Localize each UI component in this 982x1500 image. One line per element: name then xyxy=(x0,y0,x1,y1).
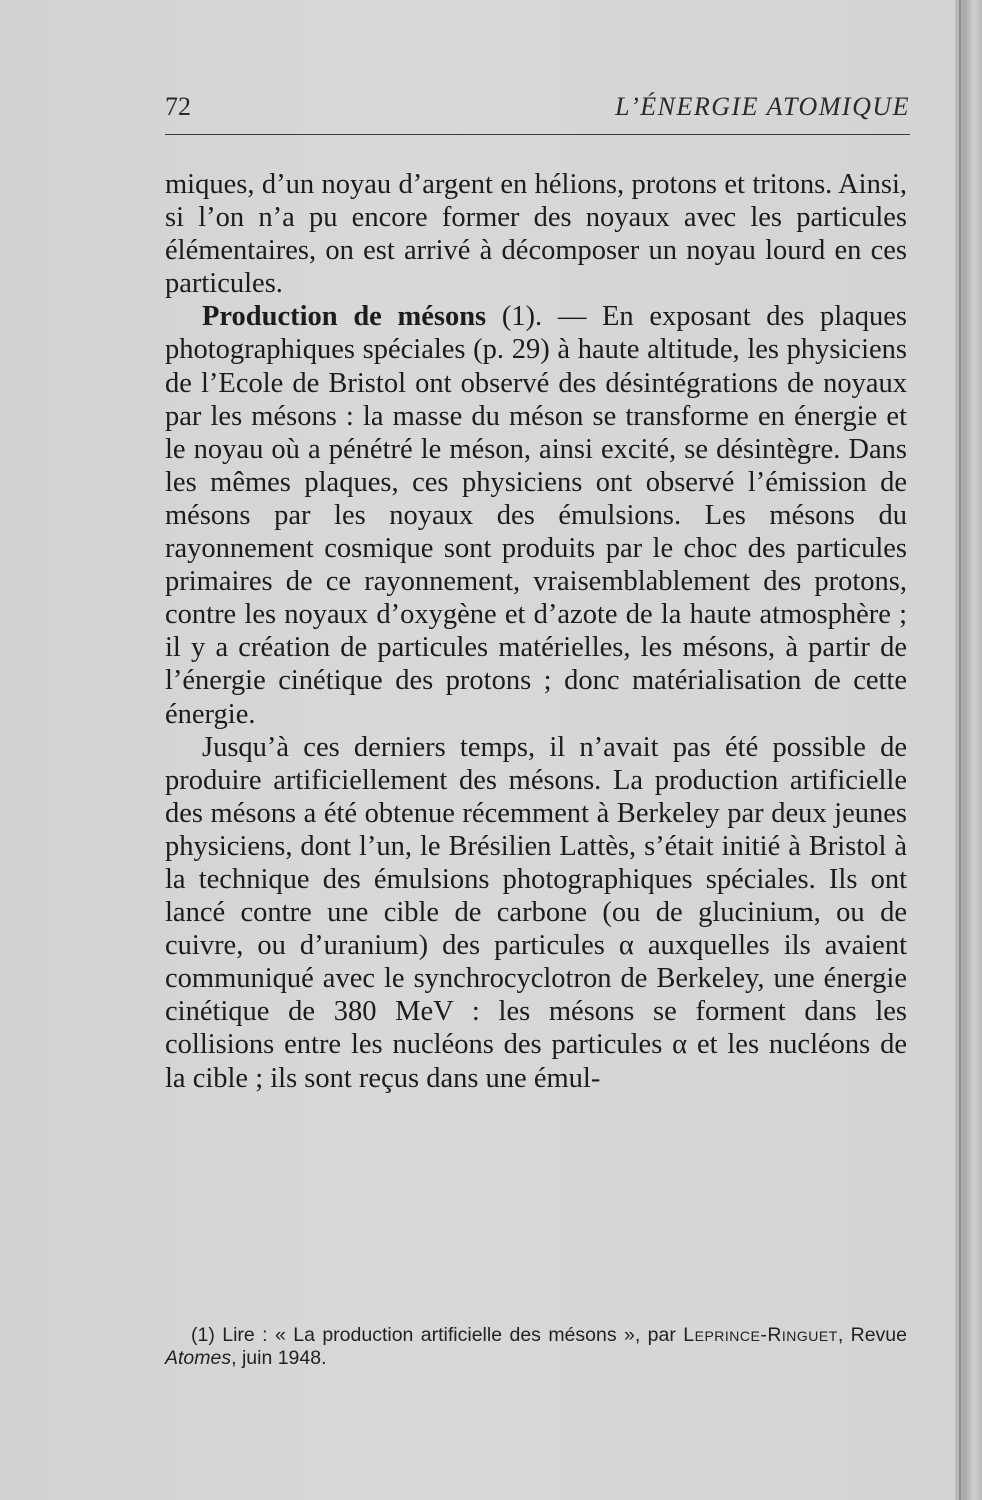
spine-fold-line xyxy=(959,0,961,1500)
running-title: L’ÉNERGIE ATOMIQUE xyxy=(615,92,910,121)
section-heading: Production de mésons xyxy=(202,301,487,333)
body-text xyxy=(165,168,907,1095)
paragraph-2-text: (1). — En exposant des plaques photographiques spéciales (p. 29) à haute altitude, les physiciens de l’Ecole de Bristol ont observé des désintégrations de noyaux par les mésons : la masse du méson se transforme en énergie et le noyau où a pénétré le méson, ainsi excité, se désintègre. Dans les mêmes plaques, ces physiciens ont observé l’émission de mésons par les noyaux des émulsions. Les mésons du rayonnement cosmique sont produits par le choc des particules primaires de ce rayonnement, vraisemblablement des protons, contre les noyaux d’oxygène et d’azote de la haute atmosphère ; il y a création de particules matérielles, les mésons, à partir de l’énergie cinétique des protons ; donc matérialisation de cette énergie. xyxy=(165,301,908,730)
book-spine-edge xyxy=(955,0,982,1500)
footnote-suffix: , juin 1948. xyxy=(231,1347,327,1369)
footnote-middle: , Revue xyxy=(837,1324,908,1346)
paragraph-3: Jusqu’à ces derniers temps, il n’avait pas été possible de produire artificiellement des mésons. La production artificielle des mésons a été obtenue récemment à Berkeley par deux jeunes physiciens, dont l’un, le Brésilien Lattès, s’était initié à Bristol à la technique des émulsions photographiques spéciales. Ils ont lancé contre une cible de carbone (ou de glucinium, ou de cuivre, ou d’uranium) des particules α auxquelles ils avaient communiqué avec le synchrocyclotron de Berkeley, une énergie cinétique de 380 MeV : les mésons se forment dans les collisions entre les nucléons des particules α et les nucléons de la cible ; ils sont reçus dans une émul- xyxy=(165,731,907,1094)
footnote-prefix: (1) Lire : « La production artificielle des mésons », par xyxy=(191,1324,684,1346)
page-header xyxy=(165,92,910,132)
footnote-author: Leprince-Ringuet xyxy=(683,1324,838,1346)
paragraph-1: miques, d’un noyau d’argent en hélions, protons et tritons. Ainsi, si l’on n’a pu encore former des noyaux avec les particules élémentaires, on est arrivé à décomposer un noyau lourd en ces particules. xyxy=(165,169,907,300)
page-number: 72 xyxy=(165,92,191,121)
footnote-journal: Atomes xyxy=(165,1347,232,1369)
paragraph-2 xyxy=(165,300,907,730)
footnote xyxy=(165,1324,907,1370)
header-rule xyxy=(165,134,910,135)
footnote-text xyxy=(165,1324,907,1370)
